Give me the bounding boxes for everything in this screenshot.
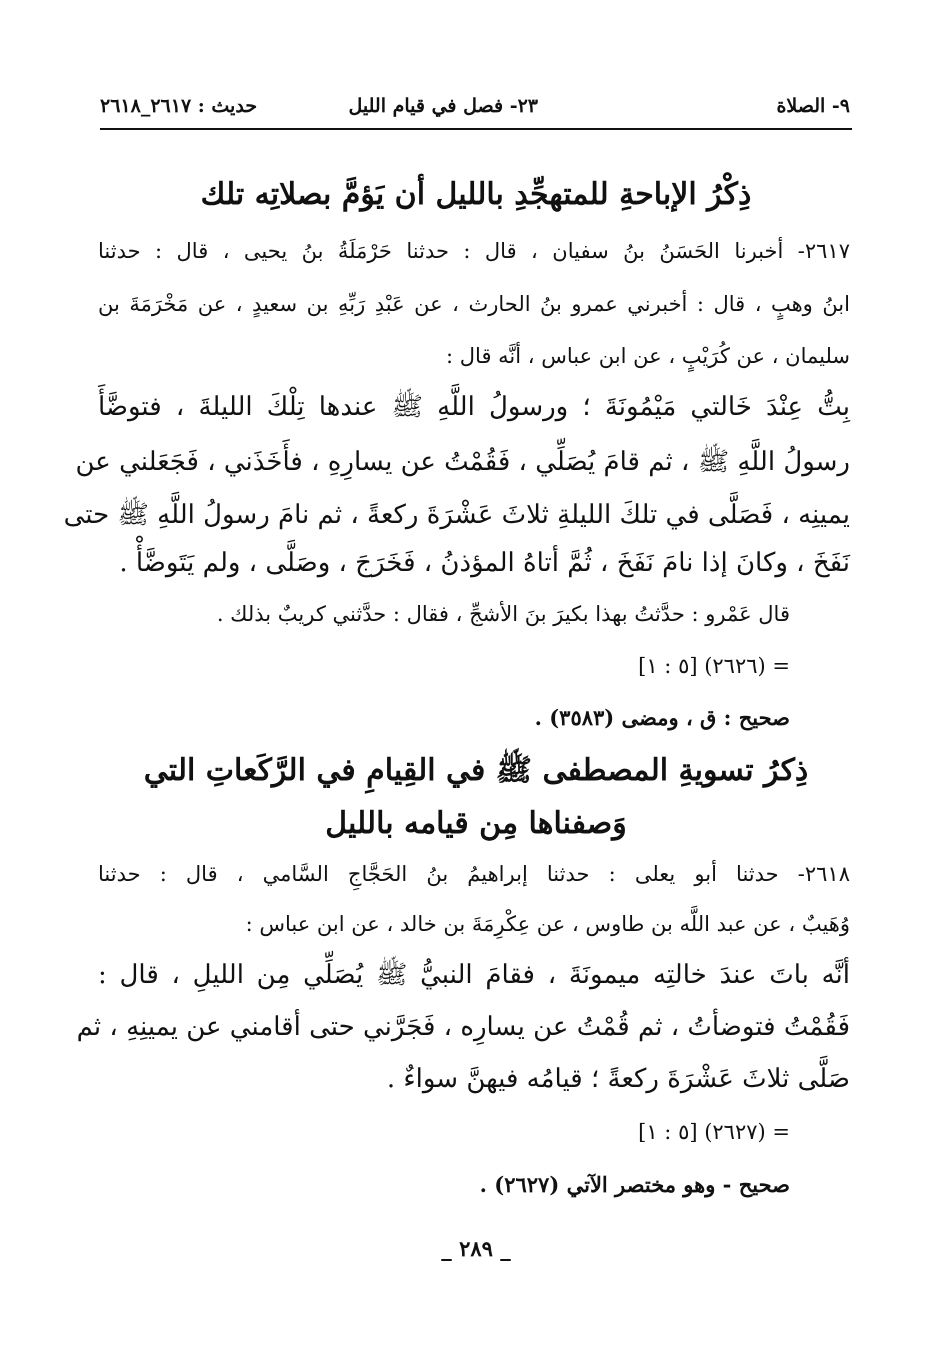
section-heading-continued: وَصفناها مِن قيامه بالليل	[325, 806, 627, 841]
header-hadith-range: حديث : ٢٦١٧_٢٦١٨	[100, 95, 258, 117]
section-heading: ذِكْرُ الإباحةِ للمتهجِّدِ بالليل أن يَؤمَّ بصلاتِه تلك	[200, 177, 752, 212]
isnad-line: ٢٦١٧- أخبرنا الحَسَنُ بنُ سفيان ، قال : حدثنا حَرْمَلَةُ بنُ يحيى ، قال : حدثنا	[98, 239, 850, 263]
isnad-line: ٢٦١٨- حدثنا أبو يعلى : حدثنا إبراهيمُ بنُ الحَجَّاجِ السَّامي ، قال : حدثنا	[98, 862, 850, 886]
narrator-note: قال عَمْرو : حدَّثتُ بهذا بكيرَ بنَ الأشجِّ ، فقال : حدَّثني كريبٌ بذلك .	[216, 602, 790, 626]
isnad-line: وُهَيبٌ ، عن عبد اللَّه بن طاوس ، عن عِكْرِمَةَ بن خالد ، عن ابن عباس :	[245, 912, 850, 936]
matn-line: بِتُّ عِنْدَ خَالتي مَيْمُونَةَ ؛ ورسولُ اللَّهِ ﷺ عندها تِلْكَ الليلةَ ، فتوضَّأَ	[98, 392, 850, 422]
cross-reference: = (٢٦٢٦) [٥ : ١]	[638, 654, 790, 678]
matn-line: فَقُمْتُ فتوضأتُ ، ثم قُمْتُ عن يسارِه ، فَجَرَّني حتى أقامني عن يمينِهِ ، ثم	[76, 1012, 850, 1042]
cross-reference: = (٢٦٢٧) [٥ : ١]	[638, 1120, 790, 1144]
matn-line: رسولُ اللَّهِ ﷺ ، ثم قامَ يُصَلِّي ، فَقُمْتُ عن يسارِهِ ، فأَخَذَني ، فَجَعَلني عن	[75, 447, 850, 477]
matn-line: صَلَّى ثلاثَ عَشْرَةَ ركعةً ؛ قيامُه فيهنَّ سواءٌ .	[386, 1064, 850, 1094]
grading: صحيح : ق ، ومضى (٣٥٨٣) .	[534, 705, 790, 730]
header-section: ٢٣- فصل في قيام الليل	[348, 95, 538, 117]
isnad-line: ابنُ وهبٍ ، قال : أخبرني عمرو بنُ الحارث ، عن عَبْدِ رَبِّهِ بن سعيدٍ ، عن مَخْرَمَةَ بن	[98, 292, 850, 316]
section-heading: ذِكرُ تسويةِ المصطفى ﷺ في القِيامِ في الرَّكَعاتِ التي	[143, 753, 809, 788]
header-rule	[100, 128, 852, 130]
page-number: _ ٢٨٩ _	[441, 1236, 511, 1261]
matn-line: يمينِه ، فَصَلَّى في تلكَ الليلةِ ثلاثَ عَشْرَةَ ركعةً ، ثم نامَ رسولُ اللَّهِ ﷺ حتى	[63, 500, 850, 530]
header-chapter: ٩- الصلاة	[776, 95, 850, 117]
isnad-line: سليمان ، عن كُرَيْبٍ ، عن ابن عباس ، أنَّه قال :	[446, 344, 850, 368]
matn-line: أنَّه باتَ عندَ خالتِه ميمونَةَ ، فقامَ النبيُّ ﷺ يُصَلِّي مِن الليلِ ، قال :	[98, 960, 850, 990]
matn-line: نَفَخَ ، وكانَ إذا نامَ نَفَخَ ، ثُمَّ أتاهُ المؤذنُ ، فَخَرَجَ ، وصَلَّى ، ولم يَتَوضَّأْ .	[119, 548, 850, 578]
grading: صحيح - وهو مختصر الآتي (٢٦٢٧) .	[479, 1172, 790, 1197]
